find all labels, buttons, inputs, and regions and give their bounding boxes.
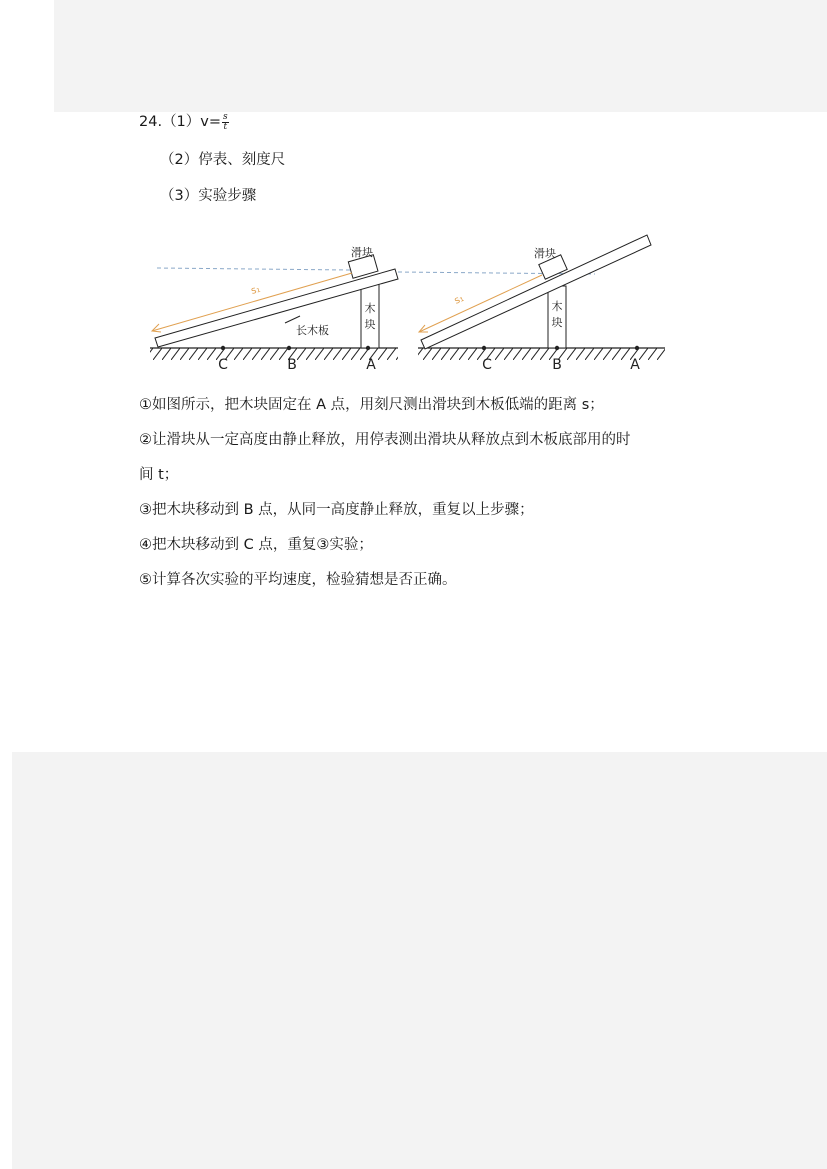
left-point-b-label: B: [287, 357, 297, 373]
part2-text: 停表、刻度尺: [198, 152, 286, 168]
part3-marker: （3）: [160, 188, 199, 204]
bottom-blank-region: [12, 752, 827, 1169]
left-point-a-label: A: [366, 357, 376, 373]
left-hatched-ground: [150, 348, 398, 360]
left-point-c-label: C: [218, 357, 228, 373]
left-arrowhead: [152, 324, 161, 332]
left-dashed-line: [157, 268, 350, 270]
step-5: ⑤计算各次实验的平均速度，检验猜想是否正确。: [139, 572, 457, 588]
top-blank-region: [54, 0, 827, 112]
left-board-label: 长木板: [296, 324, 329, 337]
step-3: ③把木块移动到 B 点，从同一高度静止释放，重复以上步骤；: [139, 502, 534, 518]
right-point-b-dot: [555, 346, 559, 350]
left-point-a-dot: [366, 346, 370, 350]
question-part1: [139, 112, 229, 132]
right-point-c-dot: [482, 346, 486, 350]
right-point-c-label: C: [482, 357, 492, 373]
step-4: ④把木块移动到 C 点，重复③实验；: [139, 537, 373, 553]
part3-text: 实验步骤: [198, 188, 257, 204]
right-point-a-dot: [635, 346, 639, 350]
formula-numerator: s: [223, 111, 228, 122]
formula-denominator: t: [223, 121, 228, 132]
formula-fraction: [222, 113, 229, 132]
formula-prefix: v=: [200, 114, 222, 130]
left-point-c-dot: [221, 346, 225, 350]
right-point-a-label: A: [630, 357, 640, 373]
question-part3: [160, 186, 256, 206]
experiment-figure: [0, 228, 827, 388]
right-block-label-2: 块: [551, 316, 563, 329]
left-board-pointer: [285, 316, 300, 323]
left-point-b-dot: [287, 346, 291, 350]
question-part2: [160, 150, 285, 170]
part1-marker: （1）: [162, 114, 201, 130]
left-distance-label: s₁: [249, 283, 262, 297]
right-block-label-1: 木: [551, 300, 563, 313]
step-2: ②让滑块从一定高度由静止释放，用停表测出滑块从释放点到木板底部用的时: [139, 432, 631, 448]
left-block-label-1: 木: [364, 302, 376, 315]
step-1: ①如图所示，把木块固定在 A 点，用刻尺测出滑块到木板低端的距离 s；: [139, 397, 604, 413]
left-distance-arrow: [152, 273, 352, 331]
part2-marker: （2）: [160, 152, 199, 168]
step-2-continued: 间 t；: [139, 467, 179, 483]
right-hatched-ground: [418, 348, 665, 360]
right-point-b-label: B: [552, 357, 562, 373]
right-distance-label: s₁: [452, 292, 466, 307]
left-wood-block: [361, 284, 379, 348]
right-setup: [398, 235, 665, 373]
right-slider-label: 滑块: [534, 247, 556, 260]
left-block-label-2: 块: [364, 318, 376, 331]
left-setup: [150, 245, 398, 373]
question-number: 24.: [139, 114, 163, 130]
left-slider-label: 滑块: [351, 246, 373, 259]
